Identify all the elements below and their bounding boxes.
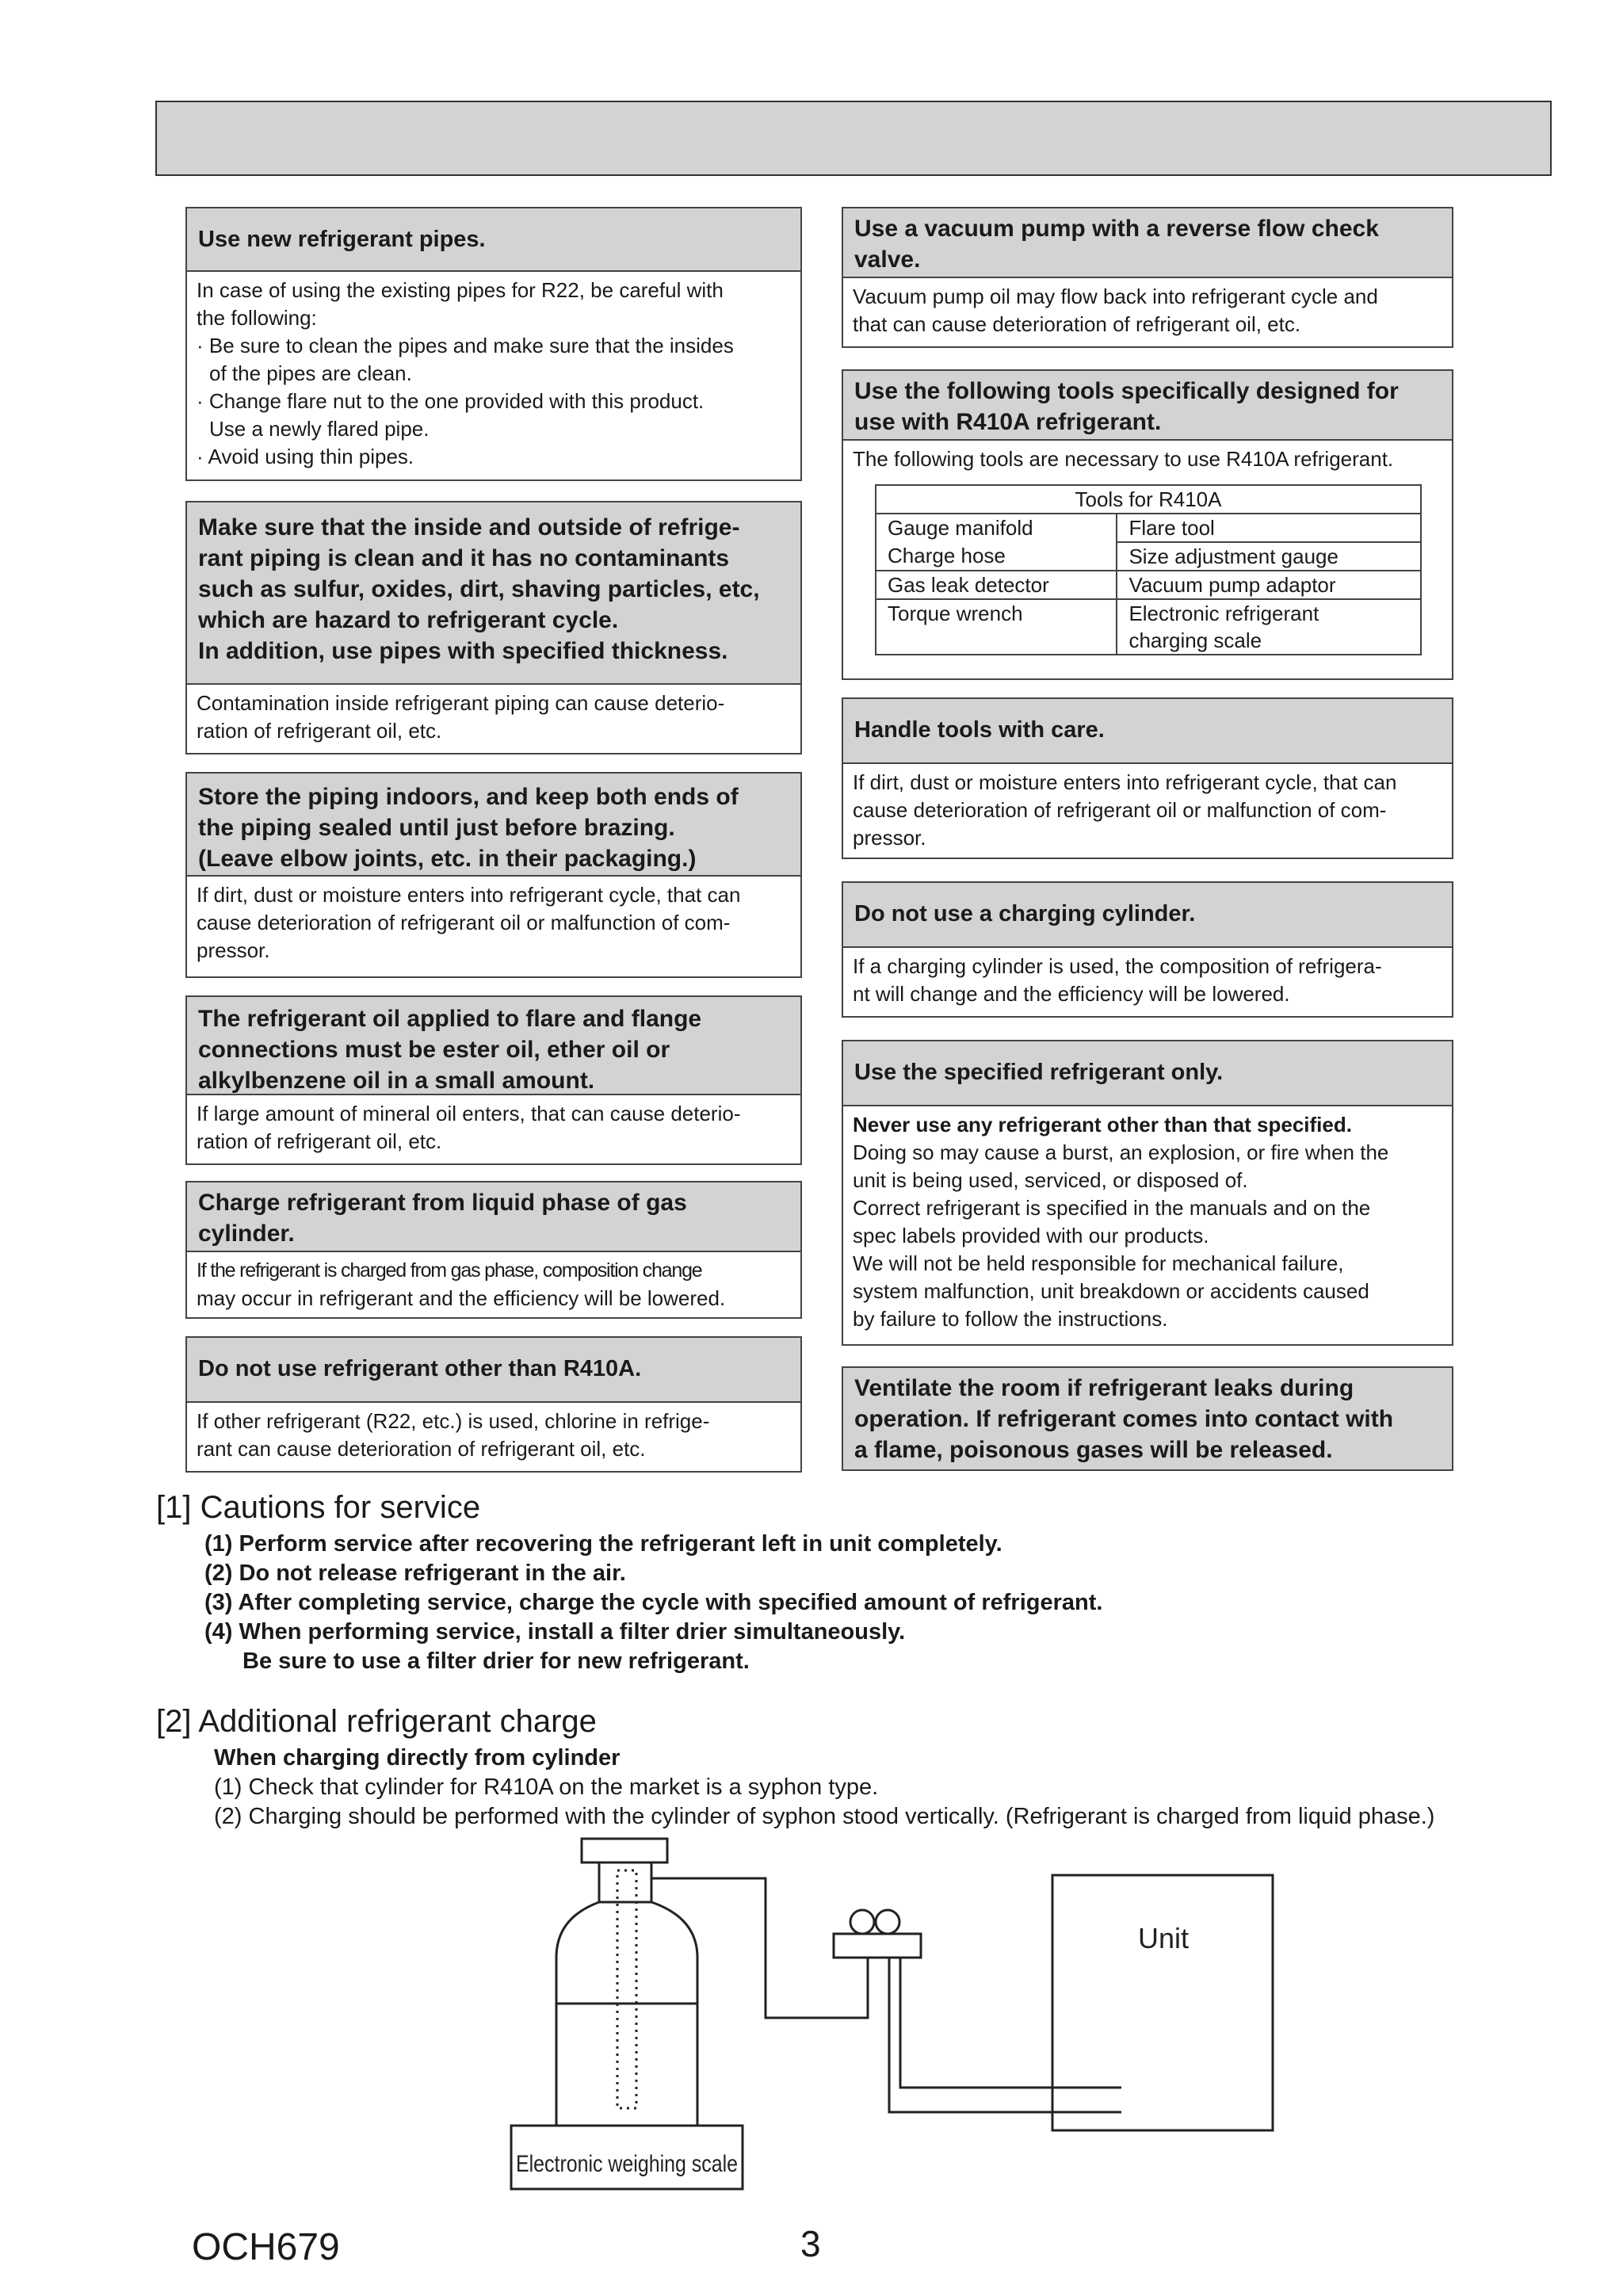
body-line: Correct refrigerant is specified in the manuals and on the (853, 1196, 1371, 1220)
body-line: may occur in refrigerant and the efficiency will be lowered. (197, 1286, 726, 1310)
gauge-left-icon (850, 1910, 874, 1934)
tools-table-header: Tools for R410A (876, 485, 1421, 514)
heading-line: Make sure that the inside and outside of refrige- (198, 514, 740, 541)
body-line: In case of using the existing pipes for R22, be careful with (197, 278, 724, 302)
heading-line: The refrigerant oil applied to flare and flange (198, 1006, 702, 1032)
list-item: (3) After completing service, charge the cycle with specified amount of refrigerant. (204, 1590, 1103, 1615)
heading-line: Handle tools with care. (854, 717, 1105, 743)
body-line: We will not be held responsible for mechanical failure, (853, 1251, 1344, 1275)
heading-line: alkylbenzene oil in a small amount. (198, 1068, 595, 1094)
heading-line: valve. (854, 246, 921, 273)
unit-line-lower (889, 1958, 1121, 2112)
body-line: Vacuum pump oil may flow back into refrigerant cycle and (853, 285, 1378, 308)
unit-label: Unit (1138, 1922, 1190, 1954)
cylinder-cap (582, 1839, 667, 1862)
heading-line: Do not use refrigerant other than R410A. (198, 1356, 642, 1381)
body-line: of the pipes are clean. (209, 361, 412, 385)
charge-hose (651, 1878, 868, 2018)
body-line: ration of refrigerant oil, etc. (197, 719, 442, 743)
heading-line: rant piping is clean and it has no contaminants (198, 545, 730, 571)
cylinder-body (556, 1902, 697, 2126)
body-line: that can cause deterioration of refrigerant oil, etc. (853, 312, 1301, 336)
scale-label: Electronic weighing scale (516, 2151, 738, 2177)
page-number: 3 (800, 2223, 821, 2264)
heading-line: In addition, use pipes with specified thickness. (198, 638, 728, 664)
tools-cell: Flare tool (1117, 514, 1421, 542)
body-line: spec labels provided with our products. (853, 1224, 1209, 1247)
heading-line: operation. If refrigerant comes into contact with (854, 1406, 1394, 1432)
heading-line: Do not use a charging cylinder. (854, 901, 1196, 926)
siphon-tube (617, 1870, 636, 2108)
body-line: pressor. (197, 938, 270, 962)
body-line: rant can cause deterioration of refrigerant oil, etc. (197, 1437, 646, 1461)
heading-line: use with R410A refrigerant. (854, 409, 1162, 435)
body-line: · Avoid using thin pipes. (197, 445, 414, 468)
body-line: If dirt, dust or moisture enters into refrigerant cycle, that can (197, 883, 741, 907)
body-line: nt will change and the efficiency will be lowered. (853, 982, 1290, 1006)
heading-line: the piping sealed until just before brazing. (198, 815, 675, 841)
heading-line: Charge refrigerant from liquid phase of gas (198, 1190, 687, 1216)
body-line: cause deterioration of refrigerant oil or malfunction of com- (853, 798, 1387, 822)
tools-cell: Size adjustment gauge (1117, 542, 1421, 571)
body-line: If large amount of mineral oil enters, that can cause deterio- (197, 1102, 741, 1125)
list-item: (1) Check that cylinder for R410A on the market is a syphon type. (214, 1775, 879, 1800)
cylinder-neck (599, 1862, 651, 1902)
tools-cell: Gauge manifold (876, 514, 1117, 542)
list-item: (4) When performing service, install a filter drier simultaneously. (204, 1619, 906, 1645)
body-line: unit is being used, serviced, or disposed of. (853, 1168, 1248, 1192)
heading-line: Use a vacuum pump with a reverse flow check (854, 216, 1379, 242)
body-line: If the refrigerant is charged from gas phase, composition change (197, 1259, 702, 1282)
tools-cell: Torque wrench (876, 599, 1117, 627)
document-code: OCH679 (192, 2226, 340, 2268)
tools-cell: charging scale (1117, 627, 1421, 655)
body-line: Use a newly flared pipe. (209, 417, 430, 441)
heading-line: Use the specified refrigerant only. (854, 1060, 1224, 1085)
list-item: Be sure to use a filter drier for new refrigerant. (242, 1648, 750, 1674)
gauge-manifold (834, 1934, 921, 1958)
heading-line: Store the piping indoors, and keep both ends of (198, 784, 739, 810)
heading-line: Use the following tools specifically designed for (854, 378, 1399, 404)
heading-line: Ventilate the room if refrigerant leaks during (854, 1375, 1354, 1401)
section-1-title: [1] Cautions for service (156, 1490, 481, 1525)
list-item: (1) Perform service after recovering the refrigerant left in unit completely. (204, 1531, 1002, 1557)
section-2-subtitle: When charging directly from cylinder (214, 1745, 621, 1771)
tools-cell: Electronic refrigerant (1117, 599, 1421, 627)
list-item: (2) Charging should be performed with the cylinder of syphon stood vertically. (Refrigerant is charged from liquid phase.) (214, 1804, 1435, 1829)
heading-line: (Leave elbow joints, etc. in their packaging.) (198, 846, 697, 872)
body-line: the following: (197, 306, 317, 330)
body-line: pressor. (853, 826, 926, 850)
body-line: Contamination inside refrigerant piping can cause deterio- (197, 691, 725, 715)
body-line: If other refrigerant (R22, etc.) is used, chlorine in refrige- (197, 1409, 710, 1433)
body-line: The following tools are necessary to use R410A refrigerant. (853, 447, 1394, 471)
body-line: Doing so may cause a burst, an explosion, or fire when the (853, 1140, 1389, 1164)
gauge-right-icon (876, 1910, 899, 1934)
tools-cell: Charge hose (876, 542, 1117, 571)
body-line: system malfunction, unit breakdown or accidents caused (853, 1279, 1369, 1303)
heading-line: such as sulfur, oxides, dirt, shaving particles, etc, (198, 576, 760, 602)
body-line: If a charging cylinder is used, the composition of refrigera- (853, 954, 1382, 978)
heading-line: a flame, poisonous gases will be released. (854, 1437, 1333, 1463)
body-line: Never use any refrigerant other than that specified. (853, 1113, 1352, 1137)
body-line: by failure to follow the instructions. (853, 1307, 1168, 1331)
body-line: cause deterioration of refrigerant oil or malfunction of com- (197, 911, 731, 934)
heading-line: Use new refrigerant pipes. (198, 227, 486, 252)
heading-line: cylinder. (198, 1221, 295, 1247)
heading-line: connections must be ester oil, ether oil or (198, 1037, 670, 1063)
tools-cell: Vacuum pump adaptor (1117, 571, 1421, 599)
body-line: · Be sure to clean the pipes and make sure that the insides (197, 334, 734, 357)
body-line: If dirt, dust or moisture enters into refrigerant cycle, that can (853, 770, 1397, 794)
tools-cell: Gas leak detector (876, 571, 1117, 599)
body-line: ration of refrigerant oil, etc. (197, 1129, 442, 1153)
heading-line: which are hazard to refrigerant cycle. (198, 607, 619, 633)
body-line: · Change flare nut to the one provided with this product. (197, 389, 705, 413)
list-item: (2) Do not release refrigerant in the air. (204, 1561, 626, 1586)
unit-box (1052, 1875, 1273, 2130)
section-2-title: [2] Additional refrigerant charge (156, 1704, 597, 1739)
unit-line-upper (900, 1958, 1121, 2088)
